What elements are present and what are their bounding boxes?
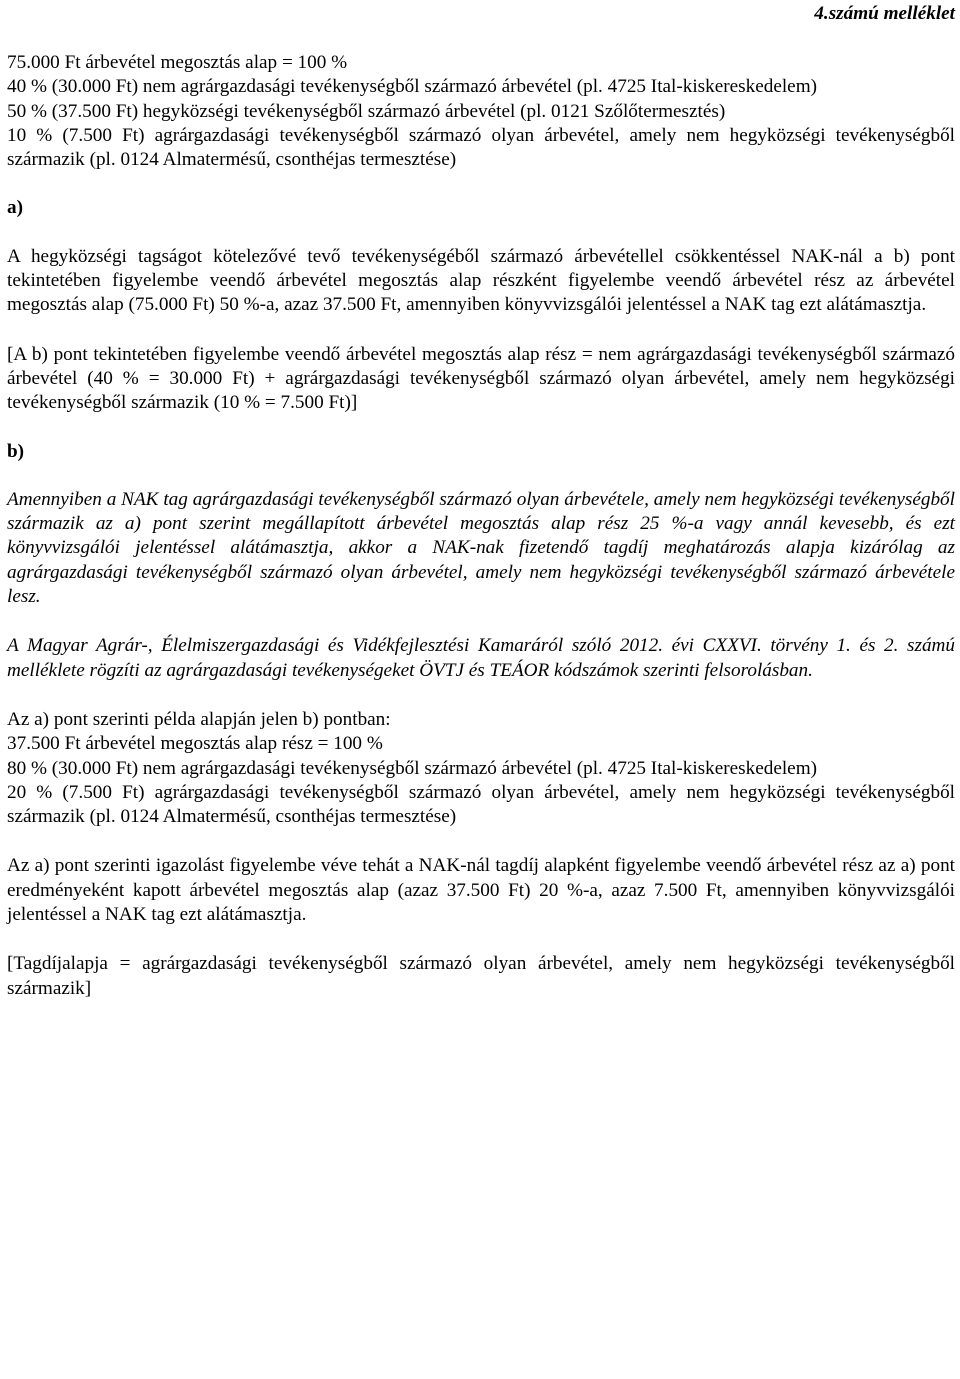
example-line-1: 37.500 Ft árbevétel megosztás alap rész = 100 %: [7, 733, 383, 755]
section-b-paragraph-1: Amennyiben a NAK tag agrárgazdasági tevékenységből származó olyan árbevétele, amely nem hegyközségi tevékenységből származik az a) pont szerint megállapított árbevétel megosztás alap rész 25 %-a vagy annál kevesebb, és ezt könyvvizsgálói jelentéssel alátámasztja, akkor a NAK-nak fizetendő tagdíj meghatározás alapja kizárólag az agrárgazdasági tevékenységből származó olyan árbevétel, amely nem hegyközségi tevékenységből származó árbevétele lesz.: [7, 488, 955, 608]
example-intro: Az a) pont szerinti példa alapján jelen b) pontban:: [7, 708, 391, 730]
intro-line-1: 75.000 Ft árbevétel megosztás alap = 100 %: [7, 52, 348, 73]
section-a-heading: a): [7, 197, 23, 219]
intro-line-3: 50 % (37.500 Ft) hegyközségi tevékenységből származó árbevétel (pl. 0121 Szőlőtermesztés): [7, 100, 726, 122]
annex-title: 4.számú melléklet: [814, 3, 955, 24]
section-b-paragraph-2: A Magyar Agrár-, Élelmiszergazdasági és Vidékfejlesztési Kamaráról szóló 2012. évi CXXVI. törvény 1. és 2. számú melléklete rögzíti az agrárgazdasági tevékenységeket ÖVTJ és TEÁOR kódszámok szerinti felsorolásban.: [7, 635, 955, 681]
section-a-paragraph-1: A hegyközségi tagságot kötelezővé tevő tevékenységéből származó árbevétellel csökkentéssel NAK-nál a b) pont tekintetében figyelembe veendő árbevétel megosztás alap részként figyelembe veendő árbevétel rész az árbevétel megosztás alap (75.000 Ft) 50 %-a, azaz 37.500 Ft, amennyiben könyvvizsgálói jelentéssel a NAK tag ezt alátámasztja.: [7, 245, 955, 316]
section-b-heading: b): [7, 440, 25, 462]
section-b-paragraph-3: Az a) pont szerinti igazolást figyelembe véve tehát a NAK-nál tagdíj alapként figyelembe veendő árbevétel rész az a) pont eredményeként kapott árbevétel megosztás alap (azaz 37.500 Ft) 20 %-a, azaz 7.500 Ft, amennyiben könyvvizsgálói jelentéssel a NAK tag ezt alátámasztja.: [7, 855, 955, 926]
intro-line-2: 40 % (30.000 Ft) nem agrárgazdasági tevékenységből származó árbevétel (pl. 4725 Ital-kiskereskedelem): [7, 76, 818, 98]
document-page: [7, 0, 955, 1001]
intro-line-4: 10 % (7.500 Ft) agrárgazdasági tevékenységből származó olyan árbevétel, amely nem hegyközségi tevékenységből származik (pl. 0124 Almatermésű, csonthéjas termesztése): [7, 124, 955, 171]
section-a-paragraph-2: [A b) pont tekintetében figyelembe veendő árbevétel megosztás alap rész = nem agrárgazdasági tevékenységből származó árbevétel (40 % = 30.000 Ft) + agrárgazdasági tevékenységből származó olyan árbevétel, amely nem hegyközségi tevékenységből származik (10 % = 7.500 Ft)]: [7, 343, 955, 414]
example-line-3: 20 % (7.500 Ft) agrárgazdasági tevékenységből származó olyan árbevétel, amely nem hegyközségi tevékenységből származik (pl. 0124 Almatermésű, csonthéjas termesztése): [7, 781, 955, 828]
section-b-paragraph-4: [Tagdíjalapja = agrárgazdasági tevékenységből származó olyan árbevétel, amely nem hegyközségi tevékenységből származik]: [7, 953, 955, 999]
example-line-2: 80 % (30.000 Ft) nem agrárgazdasági tevékenységből származó árbevétel (pl. 4725 Ital-kiskereskedelem): [7, 757, 818, 779]
